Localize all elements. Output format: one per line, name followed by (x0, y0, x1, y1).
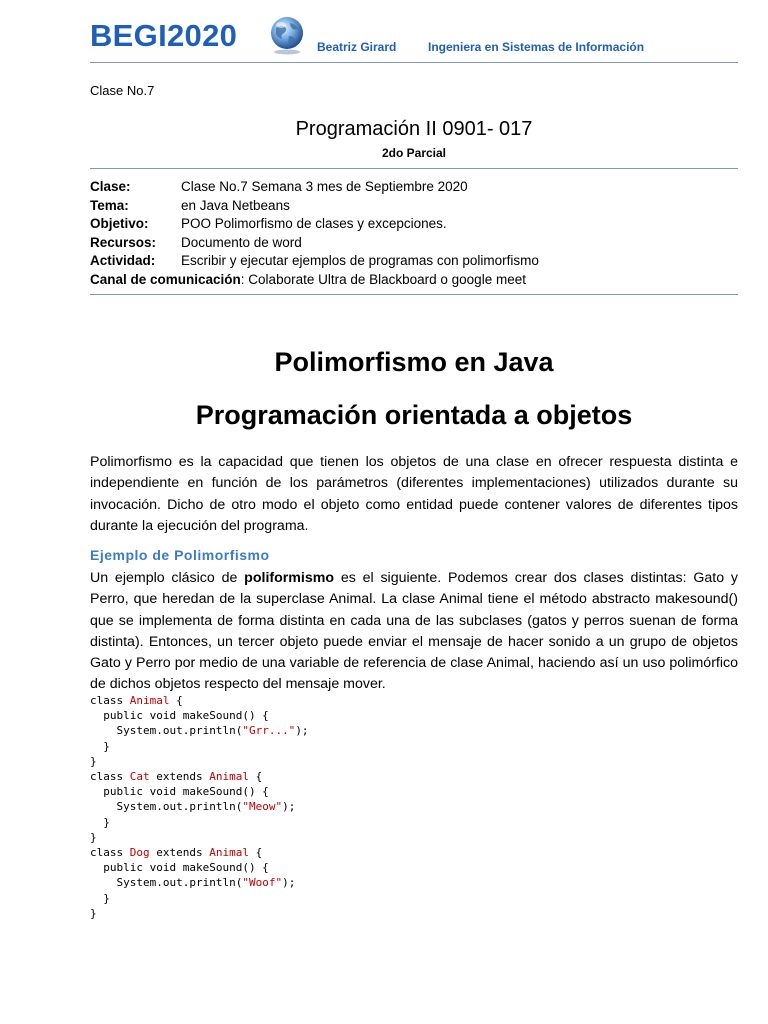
info-row-actividad (90, 252, 539, 271)
info-label: Recursos: (90, 234, 157, 250)
info-top-divider (90, 168, 738, 169)
header-divider (90, 62, 738, 63)
info-value: Documento de word (181, 234, 302, 250)
info-row-tema (90, 197, 539, 216)
info-label: Canal de comunicación (90, 271, 241, 287)
author-name: Beatriz Girard (317, 40, 397, 54)
info-label: Objetivo: (90, 216, 149, 231)
secondary-heading: Programación orientada a objetos (195, 400, 633, 430)
info-value: Clase No.7 Semana 3 mes de Septiembre 2020 (181, 179, 468, 194)
course-title: Programación II 0901- 017 (295, 118, 533, 140)
example-bold-term: poliformismo (244, 570, 335, 586)
code-close-brace: } (90, 754, 97, 768)
globe-icon (266, 14, 308, 56)
code-listing (90, 693, 309, 921)
code-println: System.out.println( (90, 876, 243, 890)
class-name-animal: Animal (129, 694, 170, 707)
example-rest-text: es el siguiente. Podemos crear dos clases distintas: Gato y Perro, que heredan de la superclase Animal. La clase Animal tiene el método abstracto makesound() que se implementa de forma distinta en cada una de las subclases (gatos y perros suenan de forma distinta). Entonces, un tercer objeto puede enviar el mensaje de hacer sonido a un grupo de objetos Gato y Perro por medio de una variable de referencia de clase Animal, haciendo así un uso polimórfico de dichos objetos respecto del mensaje mover. (90, 570, 738, 693)
code-brace: { (248, 846, 263, 860)
info-row-objetivo (90, 215, 539, 234)
code-keyword: extends (149, 846, 210, 860)
info-value: Escribir y ejecutar ejemplos de programas con polimorfismo (181, 253, 539, 268)
code-println-end: ); (295, 724, 309, 738)
code-method-line: public void makeSound() { (90, 709, 269, 723)
class-name-animal: Animal (209, 770, 249, 784)
info-label: Tema: (90, 197, 129, 213)
info-label: Clase: (90, 179, 131, 194)
code-brace: { (169, 694, 183, 707)
code-println-end: ); (282, 876, 296, 890)
code-println: System.out.println( (90, 724, 243, 738)
code-string: "Woof" (242, 876, 283, 890)
info-row-clase (90, 178, 539, 197)
code-method-line: public void makeSound() { (90, 785, 269, 799)
intro-paragraph: Polimorfismo es la capacidad que tienen los objetos de una clase en ofrecer respuesta distinta e independiente en función de los parámetros (diferentes implementaciones) utilizados durante su invocación. Dicho de otro modo el objeto como entidad puede contener valores de diferentes tipos durante la ejecución del programa. (90, 454, 738, 534)
code-close-brace: } (90, 830, 97, 844)
example-lead-text: Un ejemplo clásico de (90, 570, 245, 586)
code-keyword: class (90, 770, 130, 784)
brand-title: BEGI2020 (90, 18, 238, 53)
class-info-block (90, 178, 539, 289)
info-value: POO Polimorfismo de clases y excepciones. (181, 216, 447, 231)
class-number: Clase No.7 (90, 83, 155, 98)
info-value: en Java Netbeans (181, 197, 290, 213)
code-keyword: extends (149, 770, 210, 784)
info-row-recursos (90, 234, 539, 253)
info-row-canal (90, 271, 539, 290)
class-name-dog: Dog (129, 846, 150, 860)
example-heading: Ejemplo de Polimorfismo (90, 547, 270, 563)
code-close-brace: } (90, 906, 97, 920)
info-label: Actividad: (90, 253, 156, 268)
code-keyword: class (90, 846, 130, 860)
code-close-brace: } (90, 739, 110, 753)
main-heading: Polimorfismo en Java (274, 347, 554, 377)
code-println: System.out.println( (90, 800, 243, 814)
code-method-line: public void makeSound() { (90, 861, 269, 875)
example-paragraph (90, 568, 738, 696)
code-close-brace: } (90, 891, 110, 905)
class-name-animal: Animal (209, 846, 249, 860)
code-println-end: ); (282, 800, 296, 814)
course-subtitle: 2do Parcial (381, 146, 447, 160)
code-brace: { (248, 770, 263, 784)
code-string: "Grr..." (242, 724, 296, 738)
class-name-cat: Cat (129, 770, 150, 784)
info-value: : Colaborate Ultra de Blackboard o google meet (240, 271, 526, 287)
code-string: "Meow" (242, 800, 283, 814)
info-bottom-divider (90, 294, 738, 295)
code-close-brace: } (90, 815, 110, 829)
code-keyword: class (90, 694, 130, 707)
author-role: Ingeniera en Sistemas de Información (428, 40, 645, 54)
